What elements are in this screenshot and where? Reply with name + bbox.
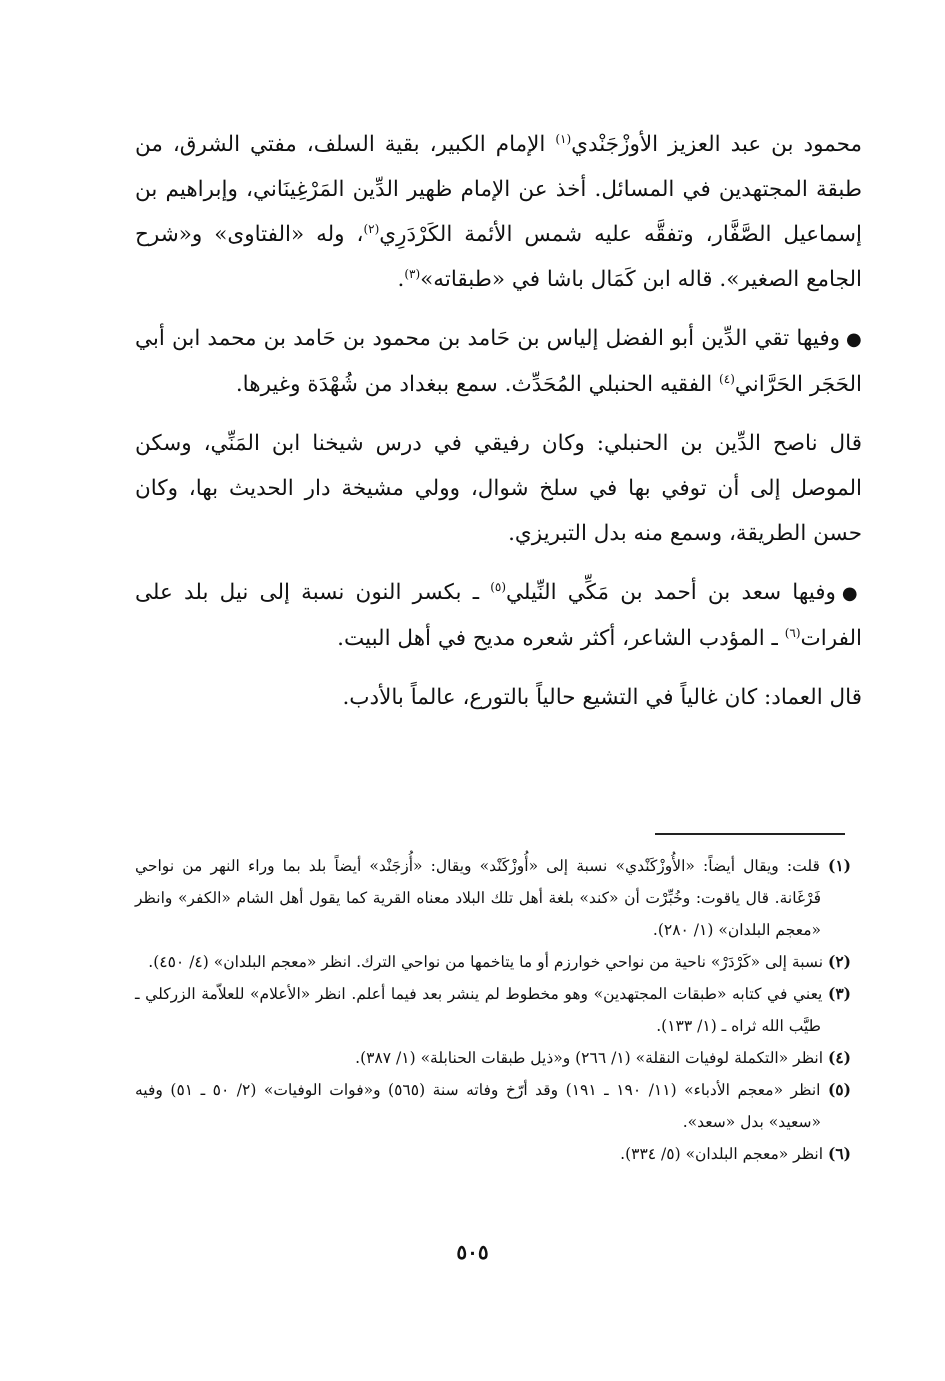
footnote-1	[135, 850, 851, 946]
paragraph-text: وفيها تقي الدِّين أبو الفضل إلياس بن حَامد بن محمود بن حَامد بن محمد ابن أبي الحَجَر الحَرَّاني	[135, 326, 862, 397]
footnote-number: (٢)	[827, 952, 851, 971]
footnote-3	[135, 978, 851, 1042]
footnote-divider	[655, 833, 845, 835]
page-number: ٥٠٥	[456, 1240, 489, 1264]
footnote-text: انظر «معجم الأدباء» (١١/ ١٩٠ ـ ١٩١) وقد أرّخ وفاته سنة (٥٦٥) و«فوات الوفيات» (٢/ ٥٠ ـ ٥١) وفيه «سعيد» بدل «سعد».	[135, 1081, 821, 1131]
footnote-number: (٥)	[827, 1080, 851, 1099]
footnote-number: (١)	[827, 856, 851, 875]
footnote-4	[135, 1042, 851, 1074]
paragraph-text: .	[397, 267, 405, 292]
paragraph-5	[135, 675, 862, 720]
footnote-5	[135, 1074, 851, 1138]
footnote-2	[135, 946, 851, 978]
footnote-text: يعني في كتابه «طبقات المجتهدين» وهو مخطوط لم ينشر بعد فيما أعلم. انظر «الأعلام» للعلاّمة الزركلي ـ طيَّب الله ثراه ـ (١/ ١٣٣).	[135, 985, 823, 1035]
paragraph-text: الإمام الكبير، بقية السلف، مفتي الشرق، من طبقة المجتهدين في المسائل. أخذ عن الإمام ظهير الدِّين المَرْغِينَاني، وإبراهيم بن إسماعيل الصَّفَّار، وتفقَّه عليه شمس الأئمة الكَرْدَرِي	[135, 132, 862, 247]
paragraph-1	[135, 122, 862, 302]
bullet-icon: ●	[841, 583, 862, 604]
footnote-ref: (٣)	[404, 266, 421, 281]
footnote-text: نسبة إلى «كَرْدَرْ» ناحية من نواحي خوارزم أو ما يتاخمها من نواحي الترك. انظر «معجم البلدان» (٤/ ٤٥٠).	[148, 953, 824, 971]
footnotes	[135, 850, 851, 1170]
paragraph-text: قال ناصح الدِّين بن الحنبلي: وكان رفيقي في درس شيخنا ابن المَنِّي، وسكن الموصل إلى أن توفي بها في سلخ شوال، وولي مشيخة دار الحديث بها، وكان حسن الطريقة، وسمع منه بدل التبريزي.	[135, 431, 862, 546]
paragraph-text: قال العماد: كان غالياً في التشيع حالياً بالتورع، عالماً بالأدب.	[342, 685, 862, 710]
bullet-icon: ●	[846, 329, 862, 350]
paragraph-text: ـ بكسر النون نسبة إلى نيل بلد على الفرات	[135, 580, 862, 651]
footnote-number: (٦)	[827, 1144, 851, 1163]
footnote-text: قلت: ويقال أيضاً: «الأُوزْكَنْدي» نسبة إلى «أُوزْكَنْد» ويقال: «أُزجَنْد» أيضاً بلد بما وراء النهر من نواحي فَرْغَانة. قال ياقوت: وخُبِّرْت أن «كند» بلغة أهل تلك البلاد معناه القرية كما يقول أهل الشام «الكفر» وانظر «معجم البلدان» (١/ ٢٨٠).	[135, 857, 821, 939]
paragraph-4	[135, 570, 862, 661]
footnote-ref: (٥)	[490, 579, 507, 594]
paragraph-2	[135, 316, 862, 407]
footnote-text: انظر «معجم البلدان» (٥/ ٣٣٤).	[620, 1145, 824, 1163]
footnote-ref: (١)	[555, 131, 572, 146]
paragraph-text: الفقيه الحنبلي المُحَدِّث. سمع ببغداد من شُهْدَة وغيرها.	[235, 372, 720, 397]
footnote-ref: (٢)	[363, 221, 380, 236]
paragraph-text: ـ المؤدب الشاعر، أكثر شعره مديح في أهل البيت.	[337, 626, 785, 651]
footnote-ref: (٦)	[784, 625, 801, 640]
paragraph-text: ، وله «الفتاوى» و«شرح الجامع الصغير». قاله ابن كَمَال باشا في «طبقاته»	[135, 222, 862, 292]
footnote-number: (٣)	[827, 984, 851, 1003]
paragraph-text: وفيها سعد بن أحمد بن مَكِّي النِّيلي	[506, 580, 836, 605]
main-text	[135, 122, 862, 720]
paragraph-3	[135, 421, 862, 556]
footnote-number: (٤)	[827, 1048, 851, 1067]
footnote-6	[135, 1138, 851, 1170]
footnote-text: انظر «التكملة لوفيات النقلة» (١/ ٢٦٦) و«ذيل طبقات الحنابلة» (١/ ٣٨٧).	[355, 1049, 824, 1067]
footnote-ref: (٤)	[719, 371, 735, 386]
paragraph-text: محمود بن عبد العزيز الأوزْجَنْدي	[571, 132, 863, 157]
